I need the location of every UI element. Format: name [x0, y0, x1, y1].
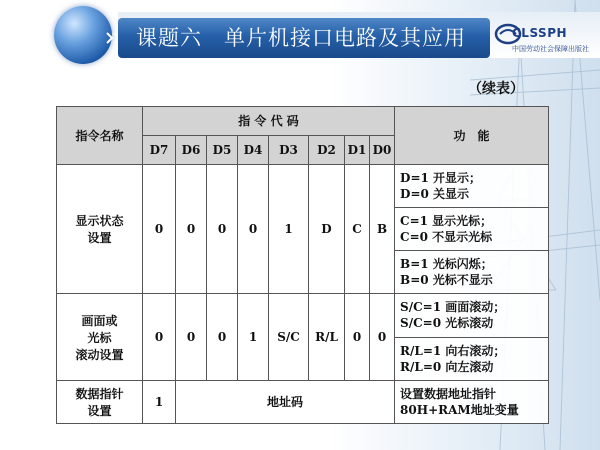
- code-cell: S/C: [269, 294, 309, 380]
- function-line: S/C=0 光标滚动: [400, 316, 494, 331]
- row-name-line: 画面或: [81, 313, 118, 328]
- code-cell: 0: [207, 294, 238, 380]
- row-name-line: 滚动设置: [75, 347, 124, 362]
- function-cell: [395, 380, 549, 423]
- continued-label: （续表）: [468, 81, 524, 97]
- function-cell: [395, 337, 549, 380]
- bit-header-d0: D0: [370, 135, 395, 164]
- bit-header-d7: D7: [143, 135, 176, 164]
- code-cell: B: [370, 164, 395, 294]
- bit-header-d6: D6: [176, 135, 207, 164]
- bit-header-d5: D5: [207, 135, 238, 164]
- code-cell: 0: [143, 164, 176, 294]
- code-cell: 0: [143, 294, 176, 380]
- row-name-line: 光标: [87, 330, 112, 345]
- row-name-data-pointer: [57, 380, 143, 423]
- code-cell: C: [345, 164, 370, 294]
- bit-header-d1: D1: [345, 135, 370, 164]
- code-cell: 1: [143, 380, 176, 423]
- header-instruction-name: 指令名称: [57, 107, 143, 165]
- bit-header-d3: D3: [269, 135, 309, 164]
- function-line: 80H+RAM地址变量: [400, 402, 519, 417]
- logo-text: CLSSPH: [512, 26, 568, 40]
- function-line: D=1 开显示；: [400, 170, 482, 185]
- code-cell: 0: [176, 294, 207, 380]
- row-name-line: 设置: [87, 230, 112, 245]
- function-line: S/C=1 画面滚动；: [400, 300, 506, 315]
- code-cell: 0: [238, 164, 269, 294]
- logo-subtext: 中国劳动社会保障出版社: [512, 45, 589, 53]
- row-name-display-state: [57, 164, 143, 294]
- bit-header-d4: D4: [238, 135, 269, 164]
- function-line: C=0 不显示光标: [400, 229, 493, 244]
- code-cell: 1: [269, 164, 309, 294]
- function-cell: [395, 164, 549, 207]
- instruction-table: [56, 106, 549, 424]
- header-function: 功 能: [395, 107, 549, 165]
- function-line: B=1 光标闪烁；: [400, 257, 493, 272]
- function-cell: [395, 207, 549, 250]
- slide-header: [0, 0, 600, 68]
- function-cell: [395, 294, 549, 337]
- code-cell: R/L: [309, 294, 345, 380]
- globe-icon: [54, 6, 112, 64]
- header-instruction-code: 指 令 代 码: [143, 107, 395, 136]
- row-name-line: 显示状态: [75, 213, 124, 228]
- code-cell: 0: [370, 294, 395, 380]
- bit-header-d2: D2: [309, 135, 345, 164]
- code-cell: 0: [345, 294, 370, 380]
- function-line: R/L=0 向左滚动: [400, 359, 494, 374]
- code-cell: 0: [176, 164, 207, 294]
- function-line: C=1 显示光标；: [400, 213, 493, 228]
- row-name-line: 数据指针: [75, 386, 124, 401]
- function-cell: [395, 251, 549, 294]
- function-line: B=0 光标不显示: [400, 273, 493, 288]
- address-code-cell: 地址码: [176, 380, 395, 423]
- code-cell: D: [309, 164, 345, 294]
- slide-title: 课题六 单片机接口电路及其应用: [136, 26, 466, 50]
- function-line: 设置数据地址指针: [400, 386, 497, 401]
- code-cell: 0: [207, 164, 238, 294]
- row-name-shift-setting: [57, 294, 143, 380]
- row-name-line: 设置: [87, 403, 112, 418]
- code-cell: 1: [238, 294, 269, 380]
- function-line: R/L=1 向右滚动；: [400, 343, 506, 358]
- function-line: D=0 关显示: [400, 186, 470, 201]
